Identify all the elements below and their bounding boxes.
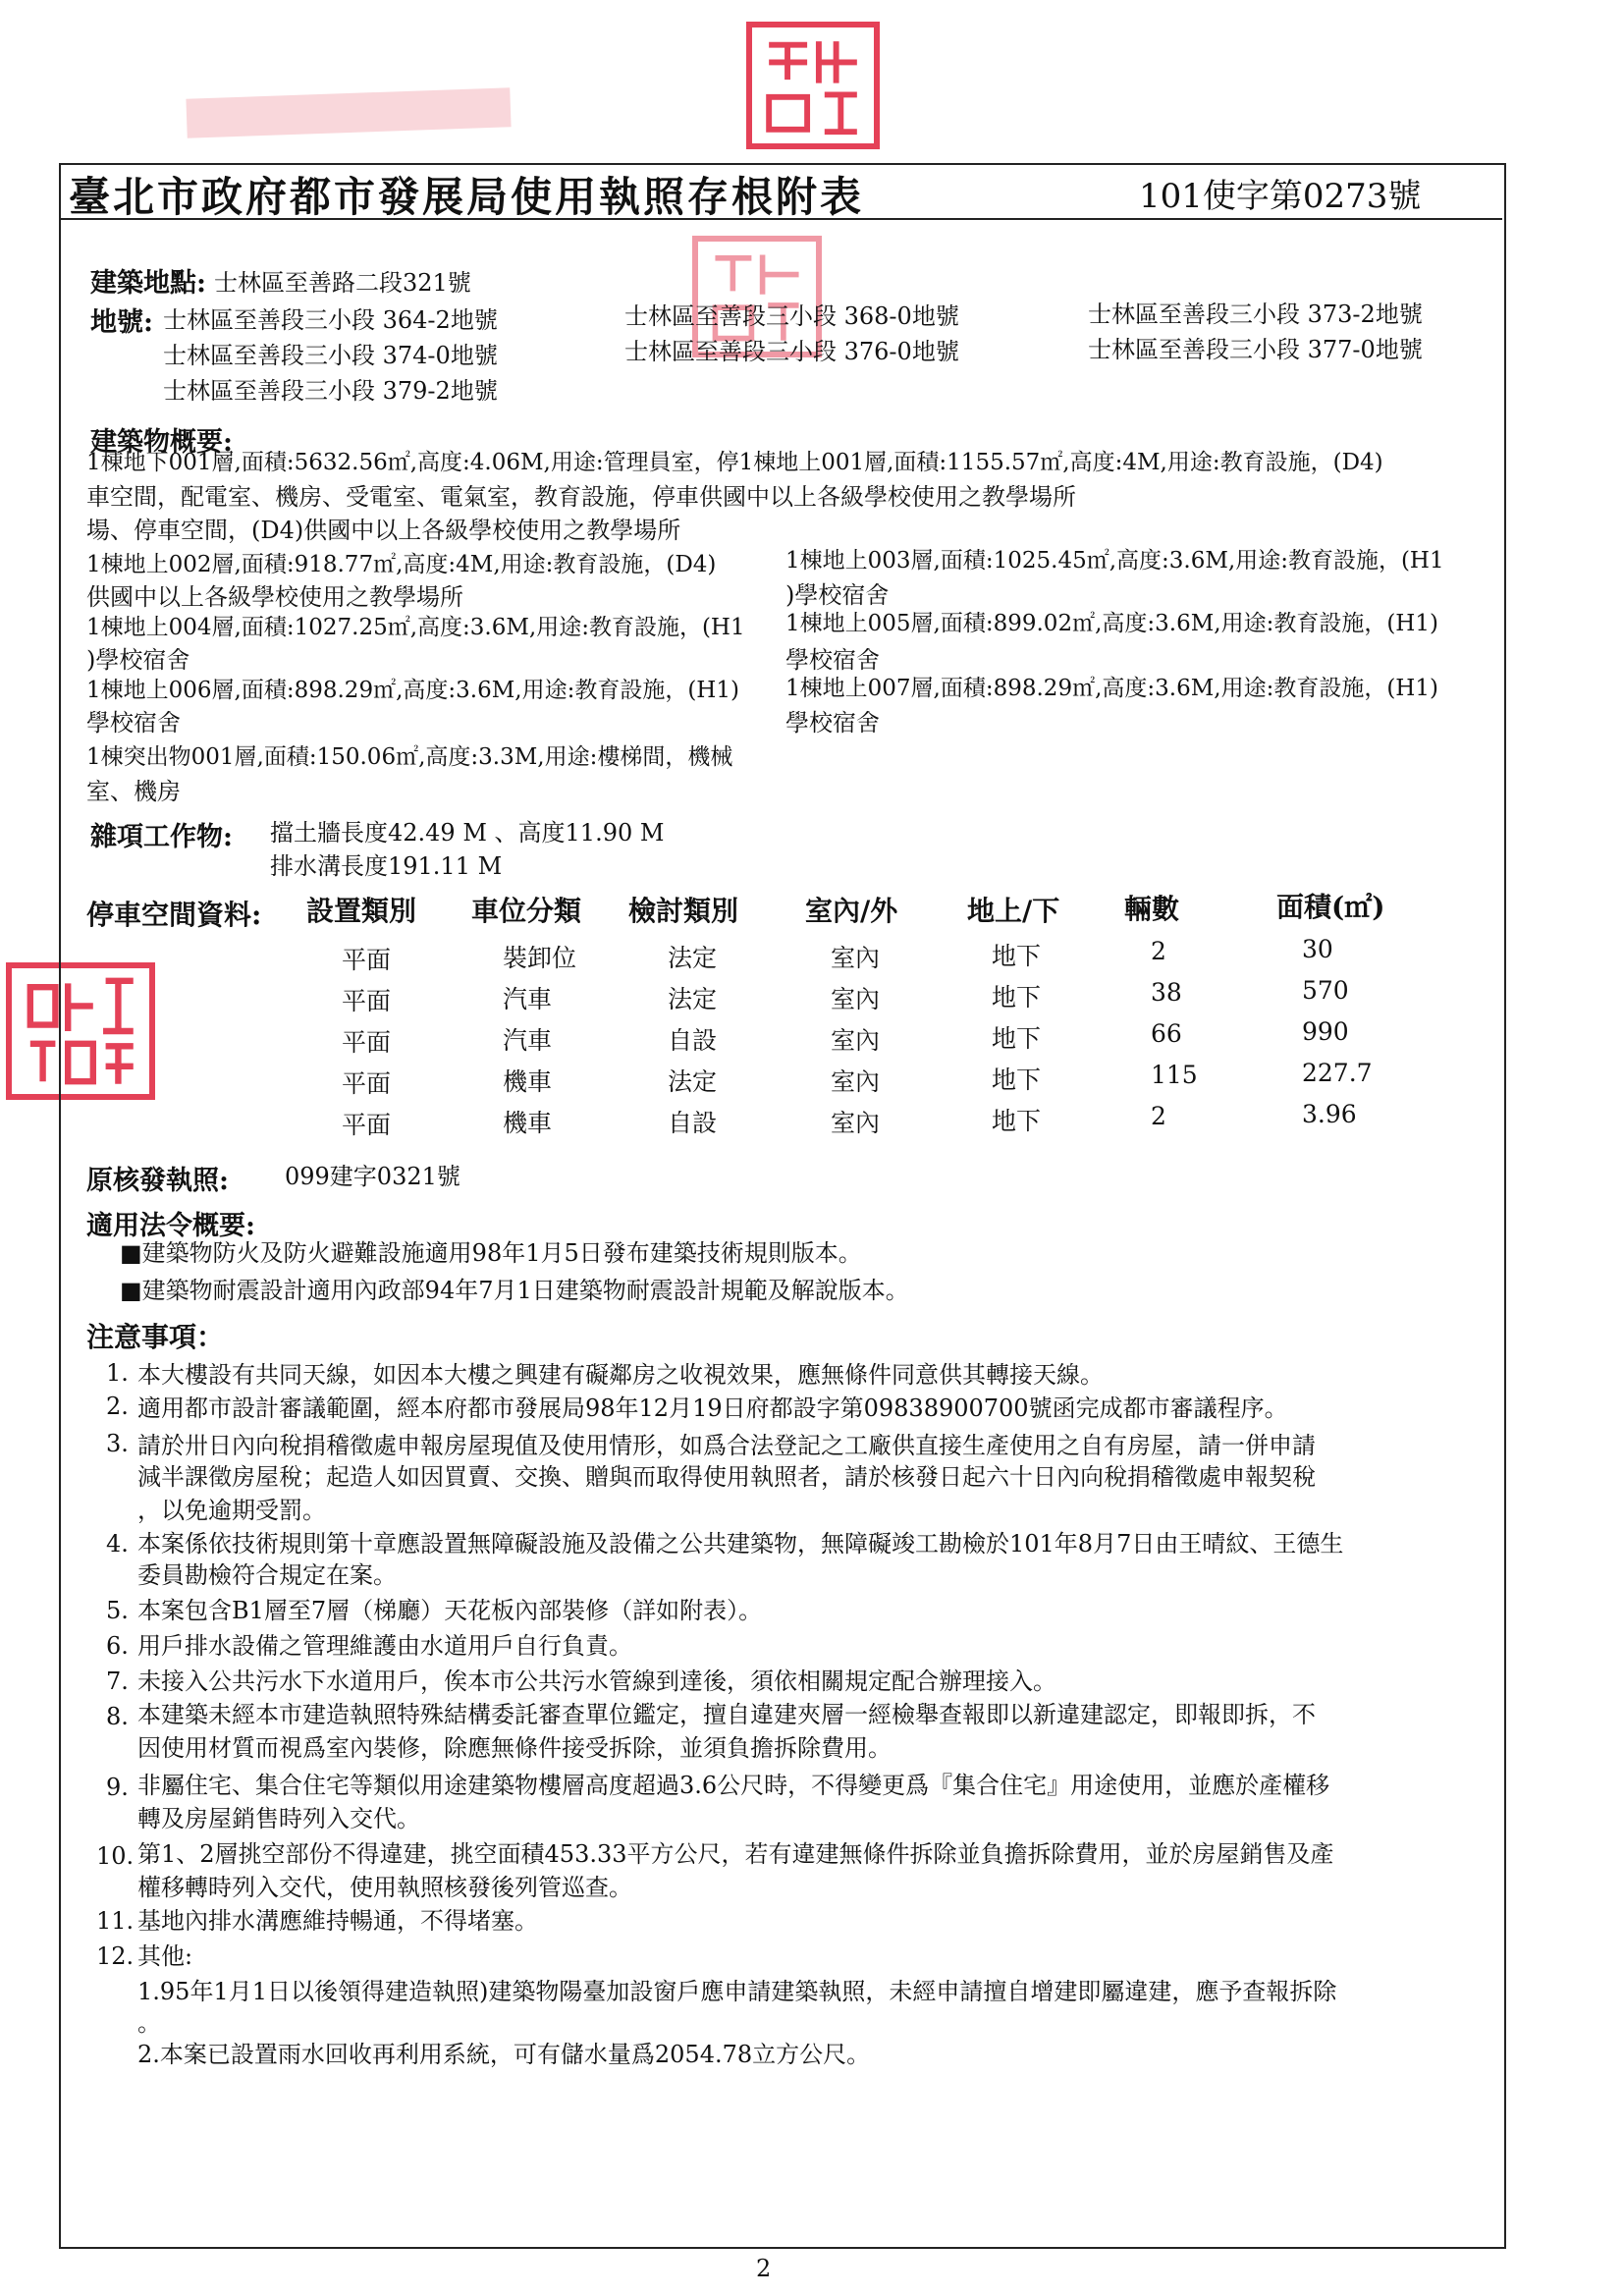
note-number: 2. [106, 1393, 129, 1420]
overview-right-line: 1棟地上007層,面積:898.29㎡,高度:3.6M,用途:教育設施，(H1) [785, 676, 1438, 701]
parking-header: 輛數 [1124, 893, 1180, 925]
note-number: 9. [106, 1774, 129, 1801]
note-line: ，以免逾期受罰。 [137, 1497, 326, 1524]
note-line: 減半課徵房屋稅；起造人如因買賣、交換、贈與而取得使用執照者，請於核發日起六十日內向稅捐稽徵處申報契稅 [137, 1463, 1316, 1491]
parking-cell: 115 [1151, 1061, 1198, 1089]
regulations-label: 適用法令概要: [86, 1211, 255, 1241]
note-line: 轉及房屋銷售時列入交代。 [137, 1805, 420, 1832]
parking-header: 設置類別 [306, 895, 417, 927]
parking-cell: 法定 [668, 944, 718, 972]
overview-left-line: 學校宿舍 [86, 709, 181, 737]
parking-header: 車位分類 [471, 895, 582, 927]
note-number: 11. [96, 1907, 135, 1935]
parking-cell: 3.96 [1302, 1100, 1357, 1128]
note-number: 5. [106, 1597, 129, 1624]
overview-right-line: 1棟地上003層,面積:1025.45㎡,高度:3.6M,用途:教育設施，(H1 [785, 548, 1444, 574]
note-number: 7. [106, 1667, 129, 1695]
parking-cell: 平面 [342, 1028, 392, 1057]
note-number: 1. [106, 1359, 129, 1387]
lot-item: 士林區至善段三小段 364-2地號 [163, 306, 498, 334]
lot-label: 地號: [90, 307, 153, 338]
overview-label: 建築物概要: [90, 427, 233, 458]
parking-cell: 地下 [992, 1066, 1042, 1094]
parking-cell: 室內 [831, 1026, 881, 1055]
parking-cell: 自設 [668, 1026, 718, 1055]
regulation-item: ■建築物耐震設計適用內政部94年7月1日建築物耐震設計規範及解說版本。 [120, 1277, 909, 1304]
parking-cell: 地下 [992, 1107, 1042, 1135]
overview-line: 1棟地下001層,面積:5632.56㎡,高度:4.06M,用途:管理員室，停1棟地上001層,面積:1155.57㎡,高度:4M,用途:教育設施，(D4) [86, 450, 1383, 475]
overview-left-line: )學校宿舍 [86, 646, 190, 674]
overview-right-line: 學校宿舍 [785, 646, 880, 674]
parking-cell: 機車 [503, 1067, 553, 1096]
note-line: 非屬住宅、集合住宅等類似用途建築物樓層高度超過3.6公尺時，不得變更爲『集合住宅』用途使用，並應於產權移 [137, 1772, 1330, 1799]
parking-cell: 法定 [668, 985, 718, 1013]
seal-stamp-icon [746, 22, 880, 149]
lot-item: 士林區至善段三小段 373-2地號 [1088, 301, 1423, 328]
lot-item: 士林區至善段三小段 379-2地號 [163, 377, 498, 405]
note-line: 本建築未經本市建造執照特殊結構委託審查單位鑑定，擅自違建夾層一經檢舉查報即以新違建認定，即報即拆，不 [137, 1701, 1316, 1728]
overview-right-line: )學校宿舍 [785, 581, 890, 609]
note-line: 其他: [137, 1942, 193, 1970]
document-title: 臺北市政府都市發展局使用執照存根附表 [69, 173, 865, 221]
parking-cell: 2 [1151, 1102, 1166, 1130]
parking-cell: 汽車 [503, 1026, 553, 1055]
note-line: 委員勘檢符合規定在案。 [137, 1561, 397, 1589]
parking-cell: 2 [1151, 937, 1166, 965]
note-number: 10. [96, 1842, 135, 1870]
lot-item: 士林區至善段三小段 376-0地號 [624, 338, 959, 365]
note-number: 4. [106, 1530, 129, 1558]
note-other-line: 2.本案已設置雨水回收再利用系統，可有儲水量爲2054.78立方公尺。 [137, 2041, 871, 2068]
parking-cell: 裝卸位 [503, 944, 577, 972]
parking-cell: 地下 [992, 1024, 1042, 1053]
parking-cell: 地下 [992, 983, 1042, 1011]
parking-cell: 990 [1302, 1017, 1349, 1046]
parking-cell: 汽車 [503, 985, 553, 1013]
note-line: 第1、2層挑空部份不得違建，挑空面積453.33平方公尺，若有違建無條件拆除並負擔拆除費用，並於房屋銷售及產 [137, 1840, 1334, 1868]
parking-cell: 66 [1151, 1019, 1182, 1048]
overview-left-line: 供國中以上各級學校使用之教學場所 [86, 583, 463, 611]
parking-cell: 室內 [831, 1067, 881, 1096]
parking-cell: 機車 [503, 1109, 553, 1137]
parking-cell: 227.7 [1302, 1059, 1373, 1087]
parking-cell: 自設 [668, 1109, 718, 1137]
parking-cell: 室內 [831, 944, 881, 972]
parking-header: 地上/下 [967, 895, 1060, 927]
parking-header: 面積(㎡) [1276, 891, 1385, 923]
note-line: 適用都市設計審議範圍，經本府都市發展局98年12月19日府都設字第09838900700號函完成都市審議程序。 [137, 1394, 1288, 1422]
document-number: 101使字第0273號 [1139, 177, 1422, 216]
note-number: 3. [106, 1430, 129, 1457]
lot-item: 士林區至善段三小段 377-0地號 [1088, 336, 1423, 363]
misc-work-line: 排水溝長度191.11 M [270, 852, 503, 880]
regulation-item: ■建築物防火及防火避難設施適用98年1月5日發布建築技術規則版本。 [120, 1239, 862, 1267]
note-number: 8. [106, 1703, 129, 1730]
lot-item: 士林區至善段三小段 374-0地號 [163, 342, 498, 369]
overview-line: 場、停車空間，(D4)供國中以上各級學校使用之教學場所 [86, 517, 681, 544]
note-line: 用戶排水設備之管理維護由水道用戶自行負責。 [137, 1632, 632, 1660]
notes-label: 注意事項： [86, 1321, 225, 1353]
parking-cell: 平面 [342, 987, 392, 1015]
note-line: 未接入公共污水下水道用戶，俟本市公共污水管線到達後，須依相關規定配合辦理接入。 [137, 1667, 1056, 1695]
note-line: 本案係依技術規則第十章應設置無障礙設施及設備之公共建築物，無障礙竣工勘檢於101年8月7日由王晴紋、王德生 [137, 1530, 1344, 1558]
note-line: 本大樓設有共同天線，如因本大樓之興建有礙鄰房之收視效果，應無條件同意供其轉接天線。 [137, 1361, 1104, 1389]
note-other-line: 。 [137, 2009, 161, 2037]
lot-item: 士林區至善段三小段 368-0地號 [624, 302, 959, 330]
note-number: 6. [106, 1632, 129, 1660]
overview-left-line: 1棟突出物001層,面積:150.06㎡,高度:3.3M,用途:樓梯間，機械 [86, 744, 733, 770]
note-line: 請於卅日內向稅捐稽徵處申報房屋現值及使用情形，如爲合法登記之工廠供直接生產使用之自有房屋，請一併申請 [137, 1432, 1316, 1459]
note-line: 權移轉時列入交代，使用執照核發後列管巡查。 [137, 1874, 632, 1901]
parking-cell: 室內 [831, 1109, 881, 1137]
parking-cell: 地下 [992, 942, 1042, 970]
parking-cell: 平面 [342, 1069, 392, 1098]
overview-left-line: 1棟地上006層,面積:898.29㎡,高度:3.6M,用途:教育設施，(H1) [86, 678, 739, 703]
parking-cell: 38 [1151, 978, 1182, 1007]
misc-work-line: 擋土牆長度42.49 M 、高度11.90 M [270, 819, 665, 847]
parking-cell: 平面 [342, 1111, 392, 1139]
note-line: 基地內排水溝應維持暢通，不得堵塞。 [137, 1907, 538, 1935]
page-number: 2 [756, 2255, 772, 2282]
note-line: 因使用材質而視爲室內裝修，除應無條件接受拆除，並須負擔拆除費用。 [137, 1734, 892, 1762]
overview-left-line: 1棟地上002層,面積:918.77㎡,高度:4M,用途:教育設施，(D4) [86, 552, 717, 577]
overview-left-line: 1棟地上004層,面積:1027.25㎡,高度:3.6M,用途:教育設施，(H1 [86, 615, 745, 640]
original-license-value: 099建字0321號 [285, 1163, 460, 1190]
parking-header: 檢討類別 [628, 895, 739, 927]
parking-cell: 法定 [668, 1067, 718, 1096]
address-value: 士林區至善路二段321號 [214, 269, 471, 297]
misc-work-label: 雜項工作物: [90, 822, 233, 852]
overview-right-line: 學校宿舍 [785, 709, 880, 737]
overview-line: 車空間，配電室、機房、受電室、電氣室，教育設施，停車供國中以上各級學校使用之教學場所 [86, 483, 1076, 511]
original-license-label: 原核發執照: [86, 1166, 229, 1196]
note-number: 12. [96, 1942, 135, 1970]
stamp-smudge [186, 87, 511, 137]
parking-label: 停車空間資料: [86, 899, 262, 931]
note-line: 本案包含B1層至7層（梯廳）天花板內部裝修（詳如附表）。 [137, 1597, 763, 1624]
parking-cell: 室內 [831, 985, 881, 1013]
parking-cell: 570 [1302, 976, 1349, 1005]
overview-right-line: 1棟地上005層,面積:899.02㎡,高度:3.6M,用途:教育設施，(H1) [785, 611, 1438, 636]
parking-cell: 30 [1302, 935, 1333, 963]
address-label: 建築地點: [90, 268, 206, 299]
parking-header: 室內/外 [805, 895, 898, 927]
parking-cell: 平面 [342, 946, 392, 974]
note-other-line: 1.95年1月1日以後領得建造執照)建築物陽臺加設窗戶應申請建築執照，未經申請擅自增建即屬違建，應予查報拆除 [137, 1978, 1337, 2005]
overview-left-line: 室、機房 [86, 778, 181, 805]
